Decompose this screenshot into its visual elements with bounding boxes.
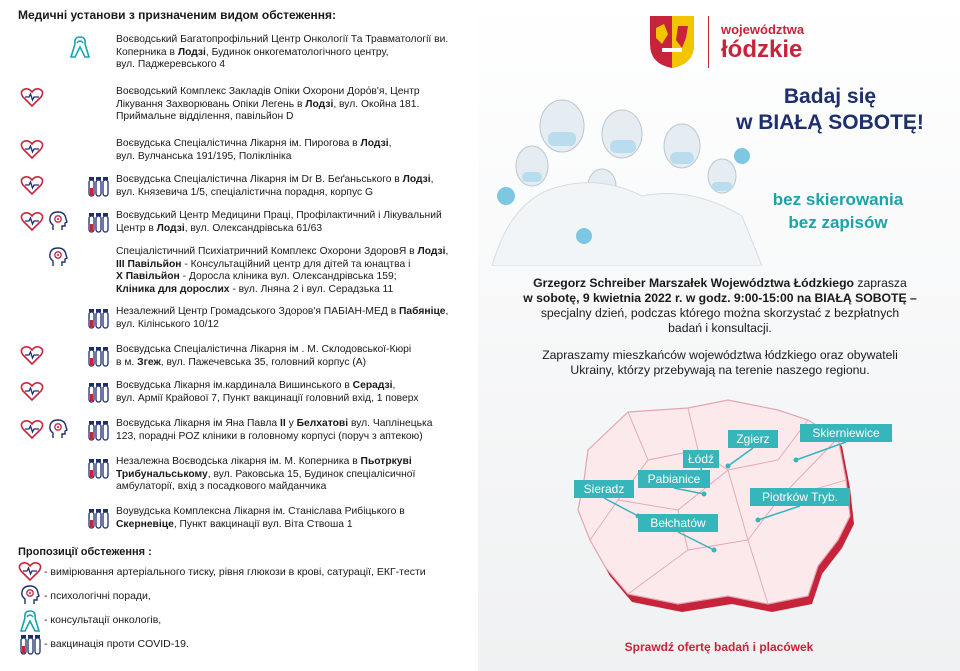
vial-icon bbox=[86, 456, 110, 487]
ribbon-icon bbox=[68, 34, 92, 65]
legend-title: Пропозиції обстеження : bbox=[18, 546, 152, 558]
ribbon-icon bbox=[18, 608, 44, 632]
institution-item bbox=[18, 380, 478, 408]
institution-address: Воєвудська Спеціалістична Лікарня ім Dr B. Беґаньського в Лодзі, вул. Князевича 1/5, спеціалістична порадня, корпус G bbox=[116, 174, 434, 198]
institution-address: Воєвудська Лікарня ім Яна Павла ІІ у Белхатові вул. Чаплінецька 123, порадні POZ кліники в головному корпусі (поруч з аптекою) bbox=[116, 418, 433, 442]
vial-icon bbox=[86, 210, 110, 241]
legend-item: - психологічні поради, bbox=[18, 584, 151, 608]
institution-item bbox=[18, 138, 478, 166]
city-label: Pabianice bbox=[647, 472, 701, 486]
logo-line2: łódzkie bbox=[721, 35, 803, 63]
vial-icon bbox=[86, 174, 110, 205]
institution-item bbox=[18, 210, 478, 238]
institution-address: Незалежний Центр Громадського Здоров'я ПАБІАН-МЕД в Пабяніце, вул. Кілінського 10/12 bbox=[116, 306, 449, 330]
institution-address: Воєвудська Спеціалістична Лікарня ім . М. Склодовської-Кюрі в м. Згеж, вул. Пажечевська 35, головний корпус (А) bbox=[116, 344, 412, 368]
institution-address: Воєвудська Спеціалістична Лікарня ім. Пирогова в Лодзі, вул. Вулчанська 191/195, Поліклініка bbox=[116, 138, 392, 162]
vial-icon bbox=[86, 380, 110, 411]
banner-title: Badaj się w BIAŁĄ SOBOTĘ! bbox=[736, 85, 924, 134]
head-icon bbox=[46, 418, 70, 445]
head-icon bbox=[46, 246, 70, 273]
banner-subtitle: bez skierowania bez zapisów bbox=[772, 190, 904, 232]
institution-address: Воєводський Багатопрофільний Центр Онкології Та Травматології ви. Коперника в Лодзі, Будинок онкогематологічного центру, вул. Паджеревського 4 bbox=[116, 34, 449, 71]
institution-address: Спеціалістичний Психіатричний Комплекс Охорони ЗдоровЯ в Лодзі, III Павільйон - Консультаційний центр для дітей та юнацтва і X Павільйон - Доросла кліника вул. Олександрівська 159; Кліника для дорослих - вул. Лняна 2 і вул. Серадзька 11 bbox=[116, 246, 449, 295]
institution-item bbox=[18, 174, 478, 202]
city-marker bbox=[794, 458, 799, 463]
institution-address: Воєводський Комплекс Закладів Опіки Охорони Дорόв'я, Центр Лікування Захворювань Опіки Легень в Лодзі, вул. Окойна 181. Приймальне відділення, павільйон D bbox=[116, 86, 420, 123]
check-offer-link[interactable]: Sprawdź ofertę badań i placówek bbox=[624, 640, 814, 654]
vial-icon bbox=[86, 506, 110, 537]
coat-of-arms-icon bbox=[648, 14, 696, 70]
city-marker bbox=[756, 518, 761, 523]
legend-item: - вимірювання артеріального тиску, рівня глюкози в крові, сатурації, ЕКГ-тести bbox=[18, 560, 426, 584]
city-marker bbox=[726, 464, 731, 469]
heart-icon bbox=[20, 380, 44, 407]
city-marker bbox=[712, 548, 717, 553]
logo-line1: województwa bbox=[721, 21, 805, 37]
institution-item bbox=[18, 456, 478, 494]
institution-item bbox=[18, 344, 478, 372]
institution-item bbox=[18, 506, 478, 534]
heart-icon bbox=[20, 138, 44, 165]
city-label: Skierniewice bbox=[812, 426, 880, 440]
vial-icon bbox=[86, 344, 110, 375]
invitation-text: Grzegorz Schreiber Marszałek Województwa Łódzkiego zaprasza w sobotę, 9 kwietnia 2022 r. w godz. 9:00-15:00 na BIAŁĄ SOBOTĘ – specjalny dzień, podczas którego można skorzystać z bezpłatnych badań i konsultacji. bbox=[523, 276, 917, 335]
right-panel bbox=[478, 0, 960, 671]
institution-address: Воєвудська Лікарня ім.кардинала Вишинського в Серадзі, вул. Армії Крайової 7, Пункт вакцинації головний вхід, 1 поверх bbox=[116, 380, 419, 404]
invitation-text-2: Zapraszamy mieszkańców województwa łódzkiego oraz obywateli Ukrainy, którzy przebywają na terenie naszego regionu. bbox=[542, 348, 898, 377]
vial-icon bbox=[18, 632, 44, 656]
institutions-heading: Медичні установи з призначеним видом обстеження: bbox=[18, 8, 337, 22]
heart-icon bbox=[20, 174, 44, 201]
institution-address: Воувудська Комплексна Лікарня ім. Станіслава Рибіцького в Скерневіце, Пункт вакцинації вул. Віта Ствоша 1 bbox=[116, 506, 405, 530]
city-label: Piotrków Tryb. bbox=[761, 490, 839, 504]
vial-icon bbox=[86, 306, 110, 337]
heart-icon bbox=[20, 210, 44, 237]
institution-address: Незалежна Воєводська лікарня ім. М. Коперника в Пьотркуві Трибунальському, вул. Раковська 15, Будинок спеціалісичної амбулаторії, вхід з посадкового майданчика bbox=[116, 456, 416, 493]
city-marker bbox=[702, 492, 707, 497]
region-map bbox=[478, 390, 960, 630]
city-label: Łódź bbox=[687, 452, 715, 466]
institution-item bbox=[18, 246, 478, 296]
institution-item bbox=[18, 86, 478, 124]
region-logo bbox=[648, 14, 804, 70]
heart-icon bbox=[20, 418, 44, 445]
heart-icon bbox=[18, 560, 44, 584]
heart-icon bbox=[20, 344, 44, 371]
heart-icon bbox=[20, 86, 44, 113]
vial-icon bbox=[86, 418, 110, 449]
city-label: Zgierz bbox=[736, 432, 770, 446]
head-icon bbox=[46, 210, 70, 237]
head-icon bbox=[18, 584, 44, 608]
institution-item bbox=[18, 34, 478, 72]
city-label: Sieradz bbox=[583, 482, 625, 496]
legend-item: - вакцинація проти COVID-19. bbox=[18, 632, 189, 656]
institution-address: Воєвудський Центр Медицини Праці, Профілактичний і Лікувальний Центр в Лодзі, вул. Олександрівська 61/63 bbox=[116, 210, 442, 234]
legend-item: - консультації онкологів, bbox=[18, 608, 161, 632]
institution-item bbox=[18, 306, 478, 334]
institution-item bbox=[18, 418, 478, 446]
city-label: Bełchatów bbox=[650, 516, 706, 530]
